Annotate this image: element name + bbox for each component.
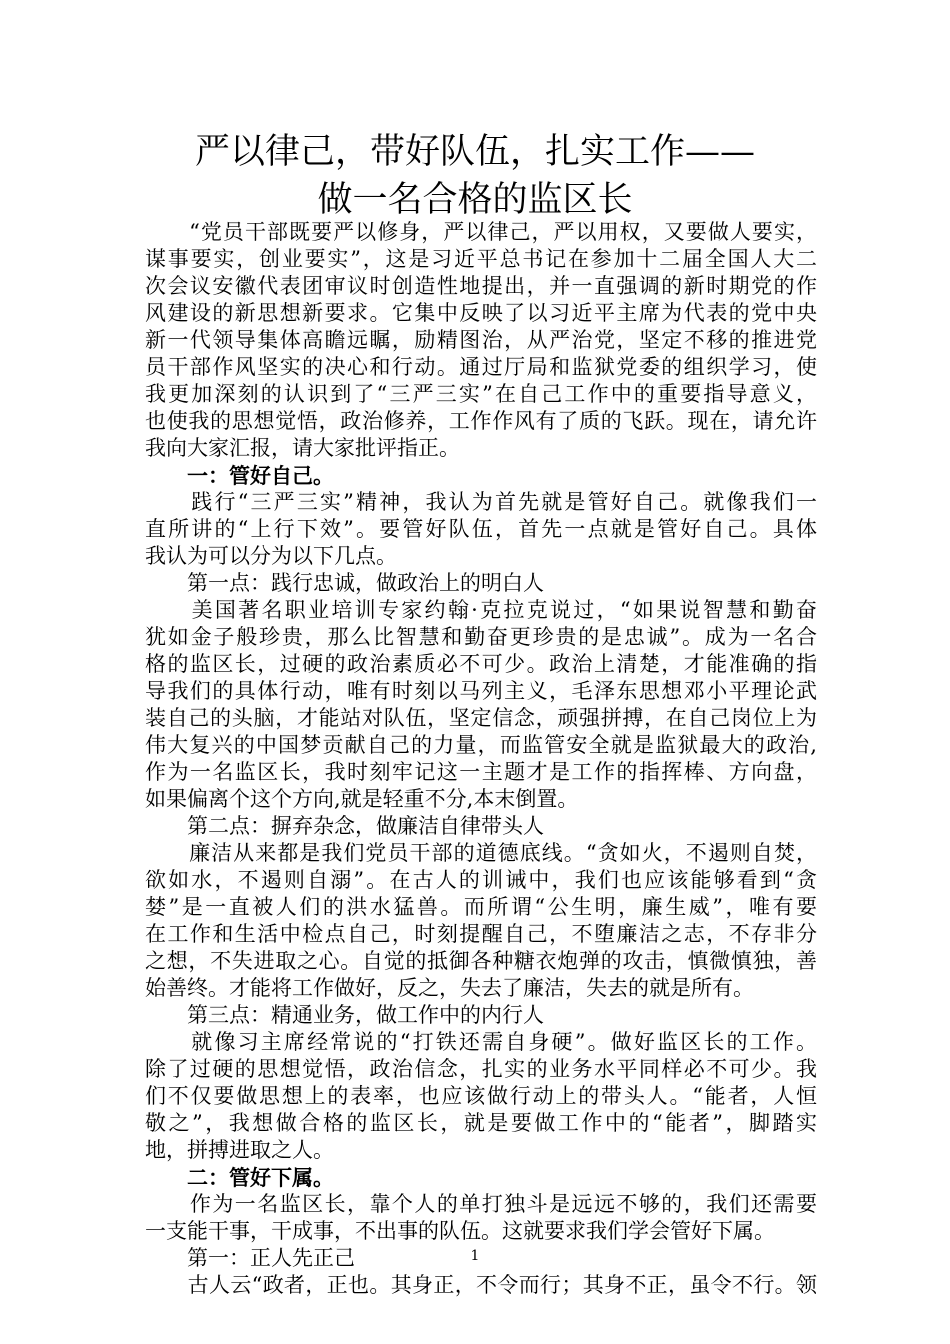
body-text-line: 婪”是一直被人们的洪水猛兽。而所谓“公生明，廉生威”，唯有要 xyxy=(145,895,817,919)
body-text-line: 新一代领导集体高瞻远瞩，励精图治，从严治党，坚定不移的推进党 xyxy=(145,328,817,352)
body-text-line: 伟大复兴的中国梦贡献自己的力量，而监管安全就是监狱最大的政治, xyxy=(145,733,817,757)
body-text-line: 就像习主席经常说的“打铁还需自身硬”。做好监区长的工作。 xyxy=(145,1030,817,1054)
body-text-line: 我认为可以分为以下几点。 xyxy=(145,544,397,568)
body-text-line: 们不仅要做思想上的表率，也应该做行动上的带头人。“能者，人恒 xyxy=(145,1084,817,1108)
body-text-line: 我更加深刻的认识到了“三严三实”在自己工作中的重要指导意义， xyxy=(145,382,817,406)
body-text-line: 古人云“政者，正也。其身正，不令而行；其身不正，虽令不行。领 xyxy=(145,1273,817,1297)
body-text-line: 在工作和生活中检点自己，时刻提醒自己，不堕廉洁之志，不存非分 xyxy=(145,922,817,946)
subsection-heading: 第一点：践行忠诚，做政治上的明白人 xyxy=(145,571,544,595)
body-text-line: 敬之”，我想做合格的监区长，就是要做工作中的“能者”，脚踏实 xyxy=(145,1111,817,1135)
section-heading: 二：管好下属。 xyxy=(145,1165,334,1190)
document-title-line-2: 做一名合格的监区长 xyxy=(317,180,633,220)
body-text-line: 如果偏离个这个方向,就是轻重不分,本末倒置。 xyxy=(145,787,579,811)
body-text-line: 始善终。才能将工作做好，反之，失去了廉洁，失去的就是所有。 xyxy=(145,976,754,1000)
body-text-line: 地，拼搏进取之人。 xyxy=(145,1138,334,1162)
body-text-line: 欲如水，不遏则自溺”。在古人的训诫中，我们也应该能够看到“贪 xyxy=(145,868,817,892)
body-text-line: 除了过硬的思想觉悟，政治信念，扎实的业务水平同样必不可少。我 xyxy=(145,1057,817,1081)
body-text-line: 直所讲的“上行下效”。要管好队伍，首先一点就是管好自己。具体 xyxy=(145,517,817,541)
document-title-line-1: 严以律己，带好队伍，扎实工作—— xyxy=(194,132,755,172)
body-text-line: 格的监区长，过硬的政治素质必不可少。政治上清楚，才能准确的指 xyxy=(145,652,817,676)
body-text-line: 导我们的具体行动，唯有时刻以马列主义，毛泽东思想邓小平理论武 xyxy=(145,679,817,703)
body-text-line: 次会议安徽代表团审议时创造性地提出，并一直强调的新时期党的作 xyxy=(145,274,817,298)
body-text-line: 装自己的头脑，才能站对队伍，坚定信念，顽强拼搏，在自己岗位上为 xyxy=(145,706,817,730)
subsection-heading: 第一：正人先正己 xyxy=(145,1246,355,1270)
body-text-line: 作为一名监区长，靠个人的单打独斗是远远不够的，我们还需要 xyxy=(145,1192,817,1216)
body-text-line: 我向大家汇报，请大家批评指正。 xyxy=(145,436,460,460)
subsection-heading: 第二点：摒弃杂念，做廉洁自律带头人 xyxy=(145,814,544,838)
body-text-line: 作为一名监区长，我时刻牢记这一主题才是工作的指挥棒、方向盘， xyxy=(145,760,817,784)
body-text-line: 之想，不失进取之心。自觉的抵御各种糖衣炮弹的攻击，慎微慎独，善 xyxy=(145,949,817,973)
body-text-line: 风建设的新思想新要求。它集中反映了以习近平主席为代表的党中央 xyxy=(145,301,817,325)
body-text-line: “党员干部既要严以修身，严以律己，严以用权，又要做人要实， xyxy=(145,220,817,244)
body-text-line: 犹如金子般珍贵，那么比智慧和勤奋更珍贵的是忠诚”。成为一名合 xyxy=(145,625,817,649)
document-body xyxy=(145,219,817,1299)
body-text-line: 践行“三严三实”精神，我认为首先就是管好自己。就像我们一 xyxy=(145,490,817,514)
body-text-line: 员干部作风坚实的决心和行动。通过厅局和监狱党委的组织学习，使 xyxy=(145,355,817,379)
body-text-line: 也使我的思想觉悟，政治修养，工作作风有了质的飞跃。现在，请允许 xyxy=(145,409,817,433)
body-text-line: 一支能干事，干成事，不出事的队伍。这就要求我们学会管好下属。 xyxy=(145,1219,775,1243)
body-text-line: 谋事要实，创业要实”，这是习近平总书记在参加十二届全国人大二 xyxy=(145,247,817,271)
page-number: 1 xyxy=(470,1248,480,1264)
body-text-line: 廉洁从来都是我们党员干部的道德底线。“贪如火，不遏则自焚， xyxy=(145,841,817,865)
section-heading: 一：管好自己。 xyxy=(145,463,334,488)
subsection-heading: 第三点：精通业务，做工作中的内行人 xyxy=(145,1003,544,1027)
body-text-line: 美国著名职业培训专家约翰·克拉克说过，“如果说智慧和勤奋 xyxy=(145,598,817,622)
